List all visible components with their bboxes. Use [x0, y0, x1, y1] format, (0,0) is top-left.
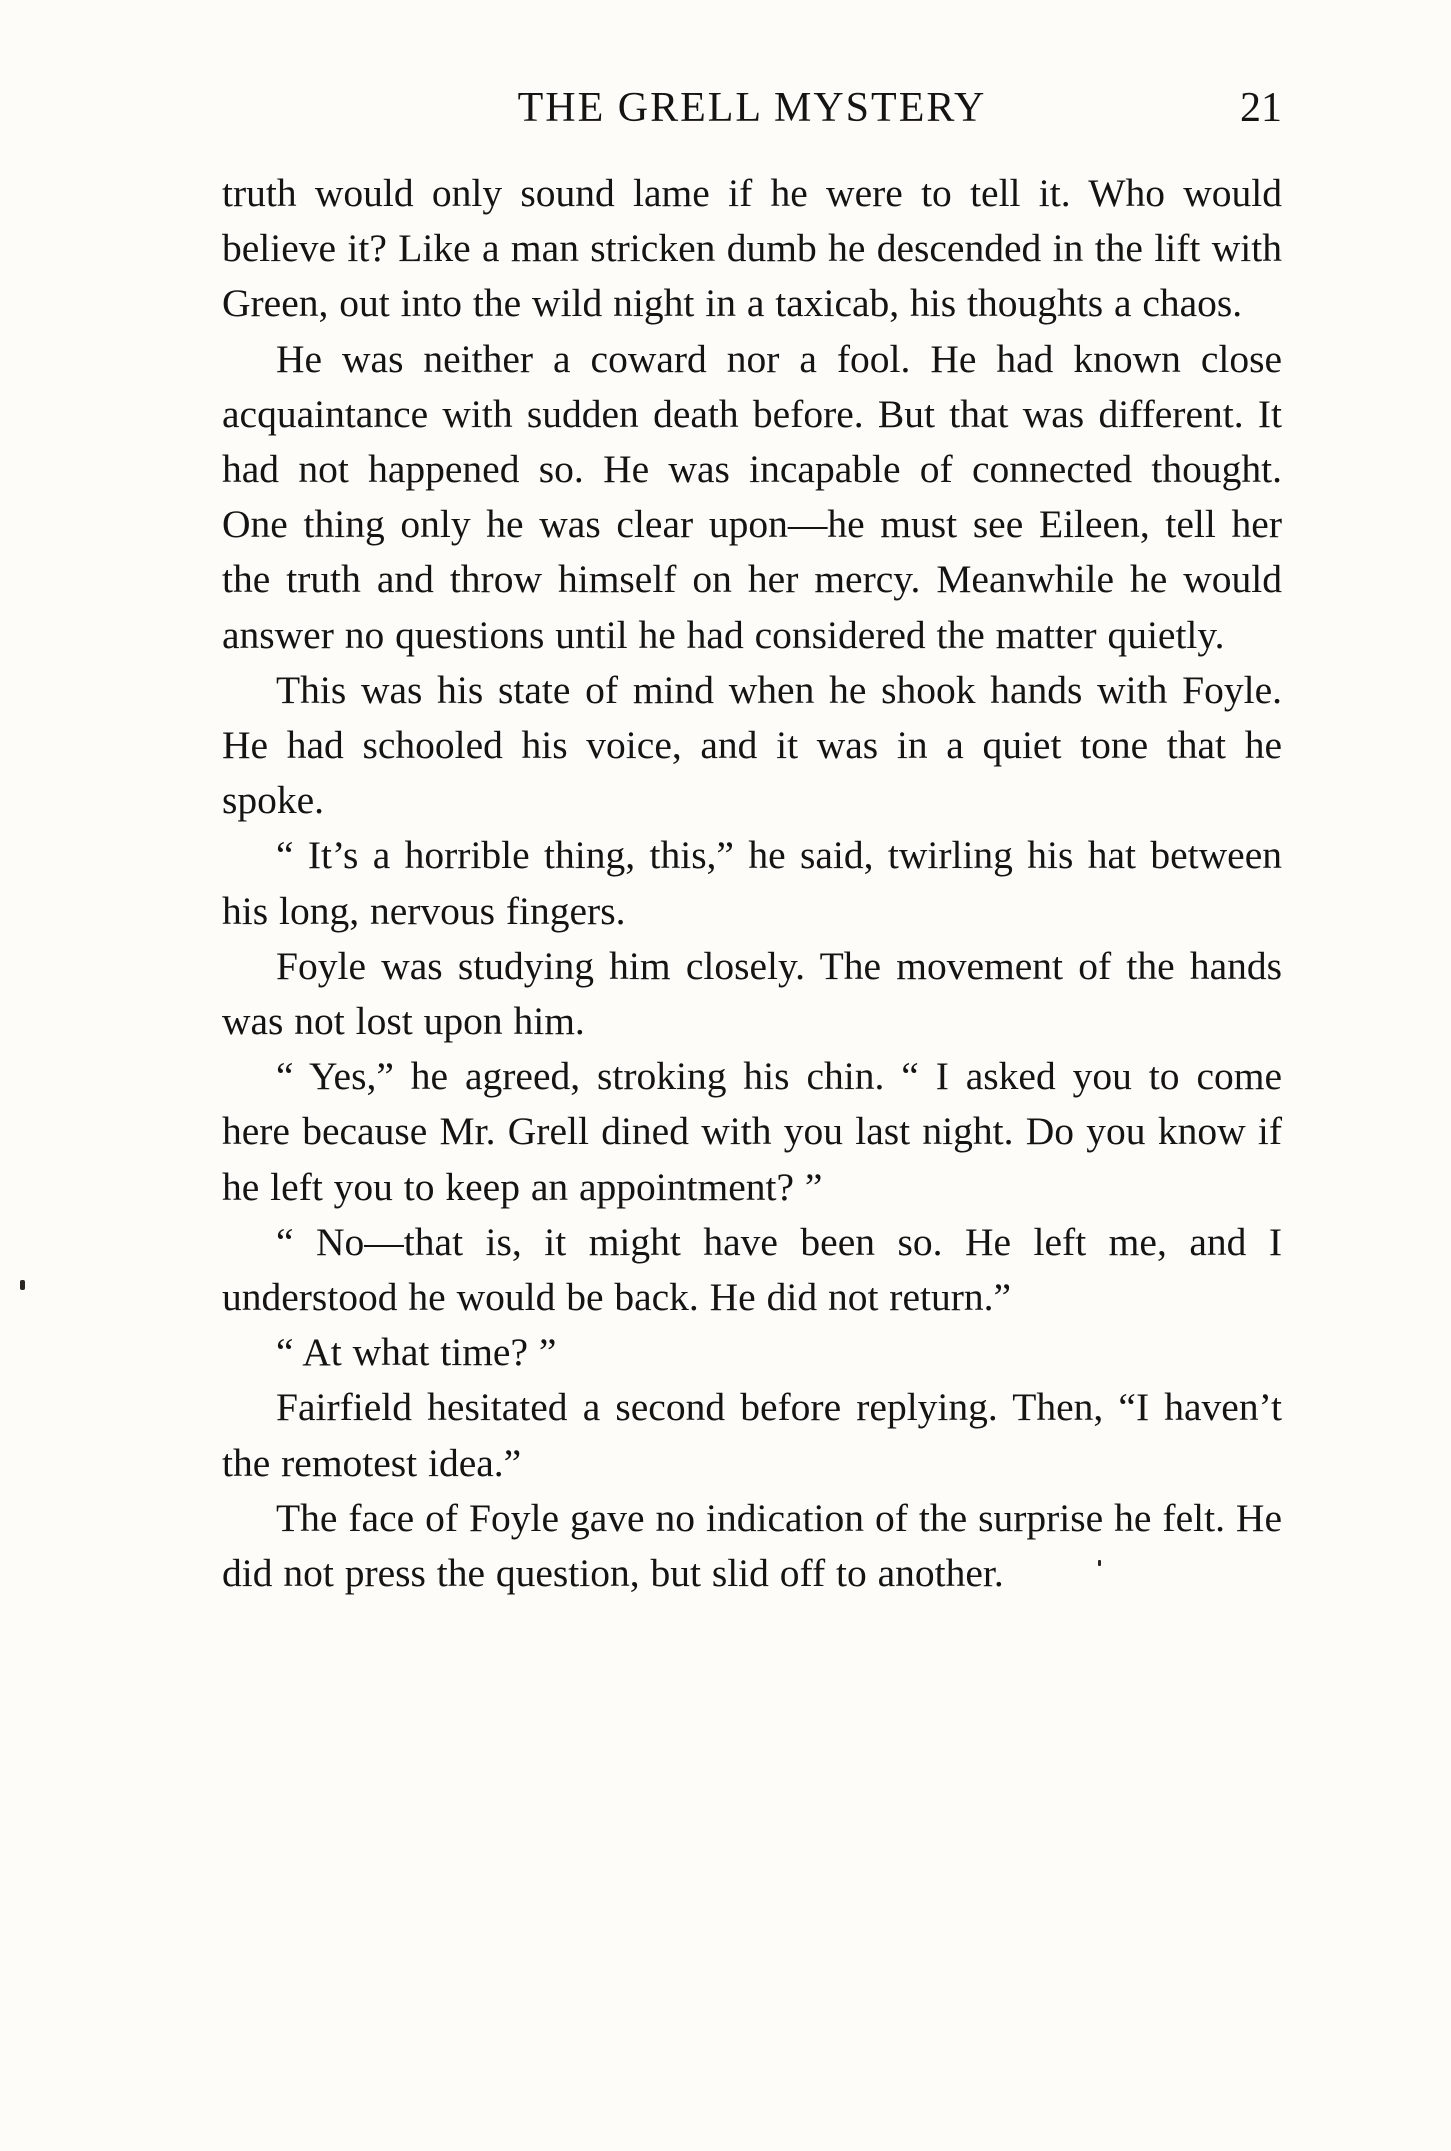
paragraph-3: This was his state of mind when he shook hands with Foyle. He had schooled his voice, and it was in a quiet tone that he spoke.: [222, 667, 1282, 823]
paragraph-8: “ At what time? ”: [276, 1330, 557, 1375]
ink-speck: [20, 1280, 25, 1290]
paragraph-10: The face of Foyle gave no indication of the surprise he felt. He did not press the question, but slid off to another.: [222, 1495, 1282, 1596]
running-title: THE GRELL MYSTERY: [517, 85, 987, 131]
page-header: [222, 84, 1282, 144]
page-number: 21: [1240, 85, 1282, 131]
body-text: [222, 166, 1282, 1601]
paragraph-5: Foyle was studying him closely. The movement of the hands was not lost upon him.: [222, 943, 1282, 1044]
paragraph-4: “ It’s a horrible thing, this,” he said, twirling his hat between his long, nervous fingers.: [222, 833, 1282, 933]
paragraph-7: “ No—that is, it might have been so. He left me, and I understood he would be back. He did not return.”: [222, 1219, 1282, 1320]
paragraph-2: He was neither a coward nor a fool. He had known close acquaintance with sudden death before. But that was different. It had not happened so. He was incapable of connected thought. One thing only he was clear upon—he must see Eileen, tell her the truth and throw himself on her mercy. Meanwhile he would answer no questions until he had considered the matter quietly.: [222, 336, 1282, 657]
paragraph-9: Fairfield hesitated a second before replying. Then, “I haven’t the remotest idea.”: [222, 1385, 1282, 1485]
ink-speck: [1098, 1560, 1101, 1566]
paragraph-6: “ Yes,” he agreed, stroking his chin. “ I asked you to come here because Mr. Grell dined with you last night. Do you know if he left you to keep an appointment? ”: [222, 1054, 1282, 1209]
paragraph-1: truth would only sound lame if he were to tell it. Who would believe it? Like a man stricken dumb he descended in the lift with Green, out into the wild night in a taxicab, his thoughts a chaos.: [222, 171, 1282, 326]
